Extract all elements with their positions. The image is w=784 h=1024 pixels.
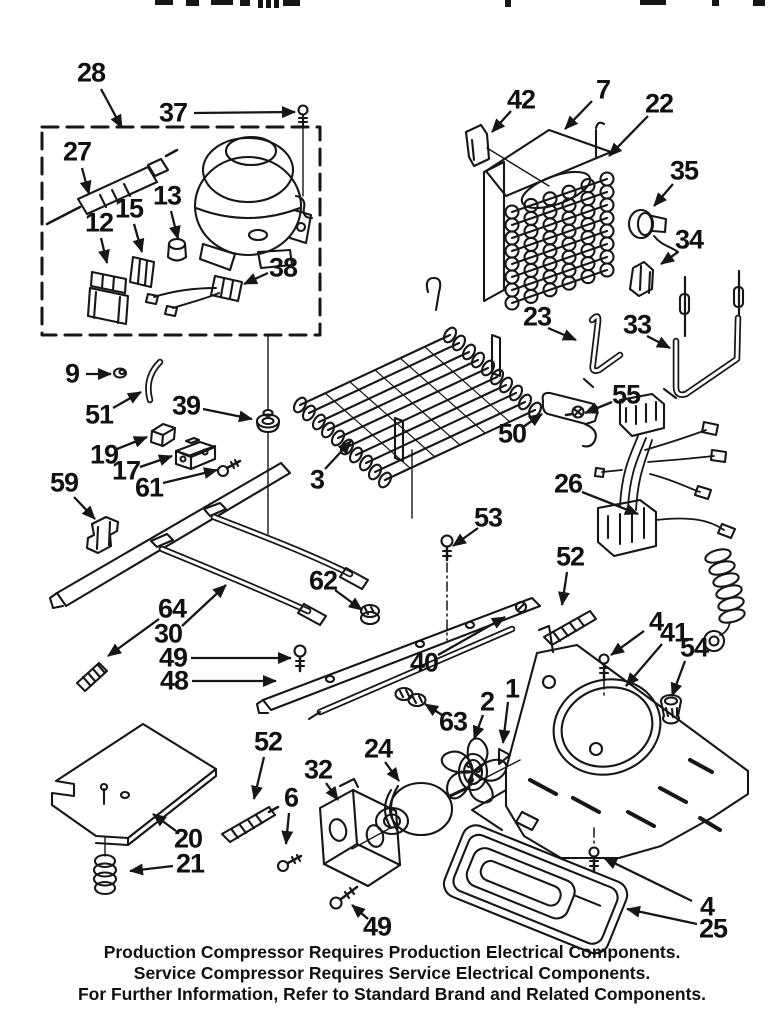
condenser-illustration bbox=[292, 278, 544, 518]
power-cord-coil bbox=[704, 547, 746, 651]
callout-label-39: 39 bbox=[171, 390, 201, 421]
callout-label-35: 35 bbox=[669, 155, 699, 186]
leader-arrow-25 bbox=[627, 909, 697, 924]
callout-label-52-2: 52 bbox=[555, 541, 585, 572]
callout-label-19: 19 bbox=[89, 439, 119, 470]
callout-label-25: 25 bbox=[698, 913, 728, 944]
screw-4-top bbox=[600, 655, 609, 699]
callout-label-59: 59 bbox=[49, 467, 79, 498]
callout-label-34: 34 bbox=[674, 224, 704, 255]
callout-label-32: 32 bbox=[303, 754, 333, 785]
callout-label-62: 62 bbox=[308, 565, 338, 596]
drain-pan-25 bbox=[440, 821, 632, 957]
evaporator-illustration bbox=[466, 123, 614, 310]
cropped-text-fragments bbox=[155, 0, 765, 8]
leader-arrow-1 bbox=[503, 702, 508, 743]
bracket-50 bbox=[543, 393, 598, 447]
rail-assembly-illustration bbox=[50, 463, 540, 719]
leader-arrow-15 bbox=[134, 224, 142, 252]
callout-label-2: 2 bbox=[479, 686, 495, 717]
defrost-heater-33 bbox=[664, 271, 743, 398]
callout-label-40: 40 bbox=[409, 647, 439, 678]
callout-label-33: 33 bbox=[622, 309, 652, 340]
leader-arrow-21 bbox=[130, 866, 173, 871]
screw-53 bbox=[442, 536, 453, 641]
grommet-9 bbox=[114, 369, 126, 378]
leader-arrow-52-2 bbox=[562, 572, 567, 605]
relay-12 bbox=[88, 272, 128, 324]
leader-arrow-17 bbox=[140, 456, 172, 467]
wiring-harness-26 bbox=[543, 393, 746, 651]
callout-label-37: 37 bbox=[158, 97, 188, 128]
tube-23 bbox=[584, 316, 620, 387]
screw-49-rail bbox=[295, 646, 306, 672]
callout-label-51: 51 bbox=[84, 399, 114, 430]
leader-arrow-27 bbox=[82, 168, 89, 194]
grommet-62 bbox=[361, 605, 379, 624]
compressor-kit-illustration bbox=[42, 106, 320, 535]
screw-6 bbox=[278, 855, 301, 871]
nuts-63 bbox=[396, 688, 426, 706]
leader-arrow-24 bbox=[385, 762, 399, 781]
grommet-21 bbox=[94, 855, 116, 894]
callout-label-7: 7 bbox=[595, 74, 611, 105]
screw-55 bbox=[566, 407, 584, 418]
clip-59 bbox=[87, 517, 118, 553]
callout-label-61: 61 bbox=[134, 472, 164, 503]
callout-label-41: 41 bbox=[659, 617, 689, 648]
callout-label-53: 53 bbox=[473, 502, 503, 533]
footer-note-production: Production Compressor Requires Production Electrical Components. bbox=[103, 942, 681, 962]
callout-label-52: 52 bbox=[253, 726, 283, 757]
callout-label-28: 28 bbox=[76, 57, 106, 88]
callout-label-20: 20 bbox=[173, 823, 203, 854]
bracket-42 bbox=[466, 125, 489, 166]
leader-arrow-7 bbox=[565, 101, 592, 129]
leader-arrow-2 bbox=[474, 715, 483, 739]
leader-arrow-4 bbox=[611, 631, 644, 655]
leader-arrow-51 bbox=[113, 392, 141, 408]
grommet-39 bbox=[257, 410, 279, 432]
callout-label-54: 54 bbox=[679, 632, 709, 663]
leader-arrow-19 bbox=[117, 437, 147, 449]
callout-label-13: 13 bbox=[152, 180, 182, 211]
leader-arrow-23 bbox=[548, 328, 576, 340]
leader-arrow-30 bbox=[182, 585, 226, 626]
leader-arrow-6 bbox=[286, 813, 289, 844]
callout-label-26: 26 bbox=[553, 468, 583, 499]
footer-note-further-info: For Further Information, Refer to Standard Brand and Related Components. bbox=[77, 984, 707, 1004]
callout-label-4-2: 4 bbox=[699, 891, 715, 922]
tube-51 bbox=[148, 362, 160, 400]
callout-label-3: 3 bbox=[309, 464, 325, 495]
callout-label-42: 42 bbox=[506, 84, 536, 115]
switch-17 bbox=[176, 438, 215, 469]
callout-label-49-2: 49 bbox=[362, 911, 392, 942]
wire-harness-38 bbox=[146, 276, 242, 316]
spring-64 bbox=[77, 663, 107, 691]
overload-15 bbox=[130, 257, 154, 287]
callout-label-6: 6 bbox=[283, 782, 299, 813]
leader-arrow-59 bbox=[74, 497, 95, 519]
callout-label-48: 48 bbox=[159, 665, 189, 696]
callout-label-17: 17 bbox=[111, 455, 141, 486]
leader-arrow-62 bbox=[335, 590, 362, 610]
leader-arrow-35 bbox=[654, 184, 673, 206]
cube-19 bbox=[151, 424, 175, 446]
leader-arrow-64 bbox=[108, 619, 159, 656]
callout-label-9: 9 bbox=[64, 358, 80, 389]
leader-arrow-12 bbox=[101, 238, 107, 263]
footer-note-service: Service Compressor Requires Service Electrical Components. bbox=[133, 963, 651, 983]
fan-motor-24 bbox=[376, 783, 467, 835]
callout-label-49: 49 bbox=[158, 642, 188, 673]
leader-arrow-37 bbox=[194, 112, 295, 113]
callout-label-21: 21 bbox=[175, 848, 205, 879]
callout-label-12: 12 bbox=[84, 207, 114, 238]
screw-4-bottom bbox=[590, 828, 599, 872]
callout-label-30: 30 bbox=[153, 618, 183, 649]
leader-arrow-54 bbox=[672, 661, 685, 696]
leader-arrow-22 bbox=[609, 116, 648, 156]
leader-arrow-41 bbox=[626, 644, 662, 686]
callout-label-38: 38 bbox=[268, 252, 298, 283]
cap-13 bbox=[168, 239, 186, 261]
screw-52-left bbox=[222, 807, 278, 842]
callout-label-64: 64 bbox=[157, 593, 187, 624]
thermostat-35 bbox=[629, 210, 678, 252]
screw-37 bbox=[299, 106, 308, 197]
leader-arrow-38 bbox=[244, 273, 268, 284]
callout-label-23: 23 bbox=[522, 301, 552, 332]
screw-61 bbox=[218, 460, 240, 476]
leader-arrow-52 bbox=[254, 757, 264, 799]
leader-arrow-32 bbox=[326, 783, 338, 800]
clip-34 bbox=[630, 262, 653, 296]
leader-arrow-13 bbox=[171, 211, 178, 239]
callout-label-4: 4 bbox=[648, 606, 664, 637]
leader-arrow-39 bbox=[203, 409, 252, 419]
callout-label-24: 24 bbox=[363, 733, 393, 764]
callout-label-15: 15 bbox=[114, 193, 144, 224]
callout-label-1: 1 bbox=[504, 673, 520, 704]
leader-arrow-28 bbox=[101, 89, 122, 128]
callout-label-22: 22 bbox=[644, 88, 674, 119]
callout-label-27: 27 bbox=[62, 136, 92, 167]
callout-label-55: 55 bbox=[611, 379, 641, 410]
leader-arrow-61 bbox=[163, 470, 217, 483]
callout-label-63: 63 bbox=[438, 706, 468, 737]
footer-notes bbox=[0, 942, 784, 1005]
callout-label-50: 50 bbox=[497, 418, 527, 449]
